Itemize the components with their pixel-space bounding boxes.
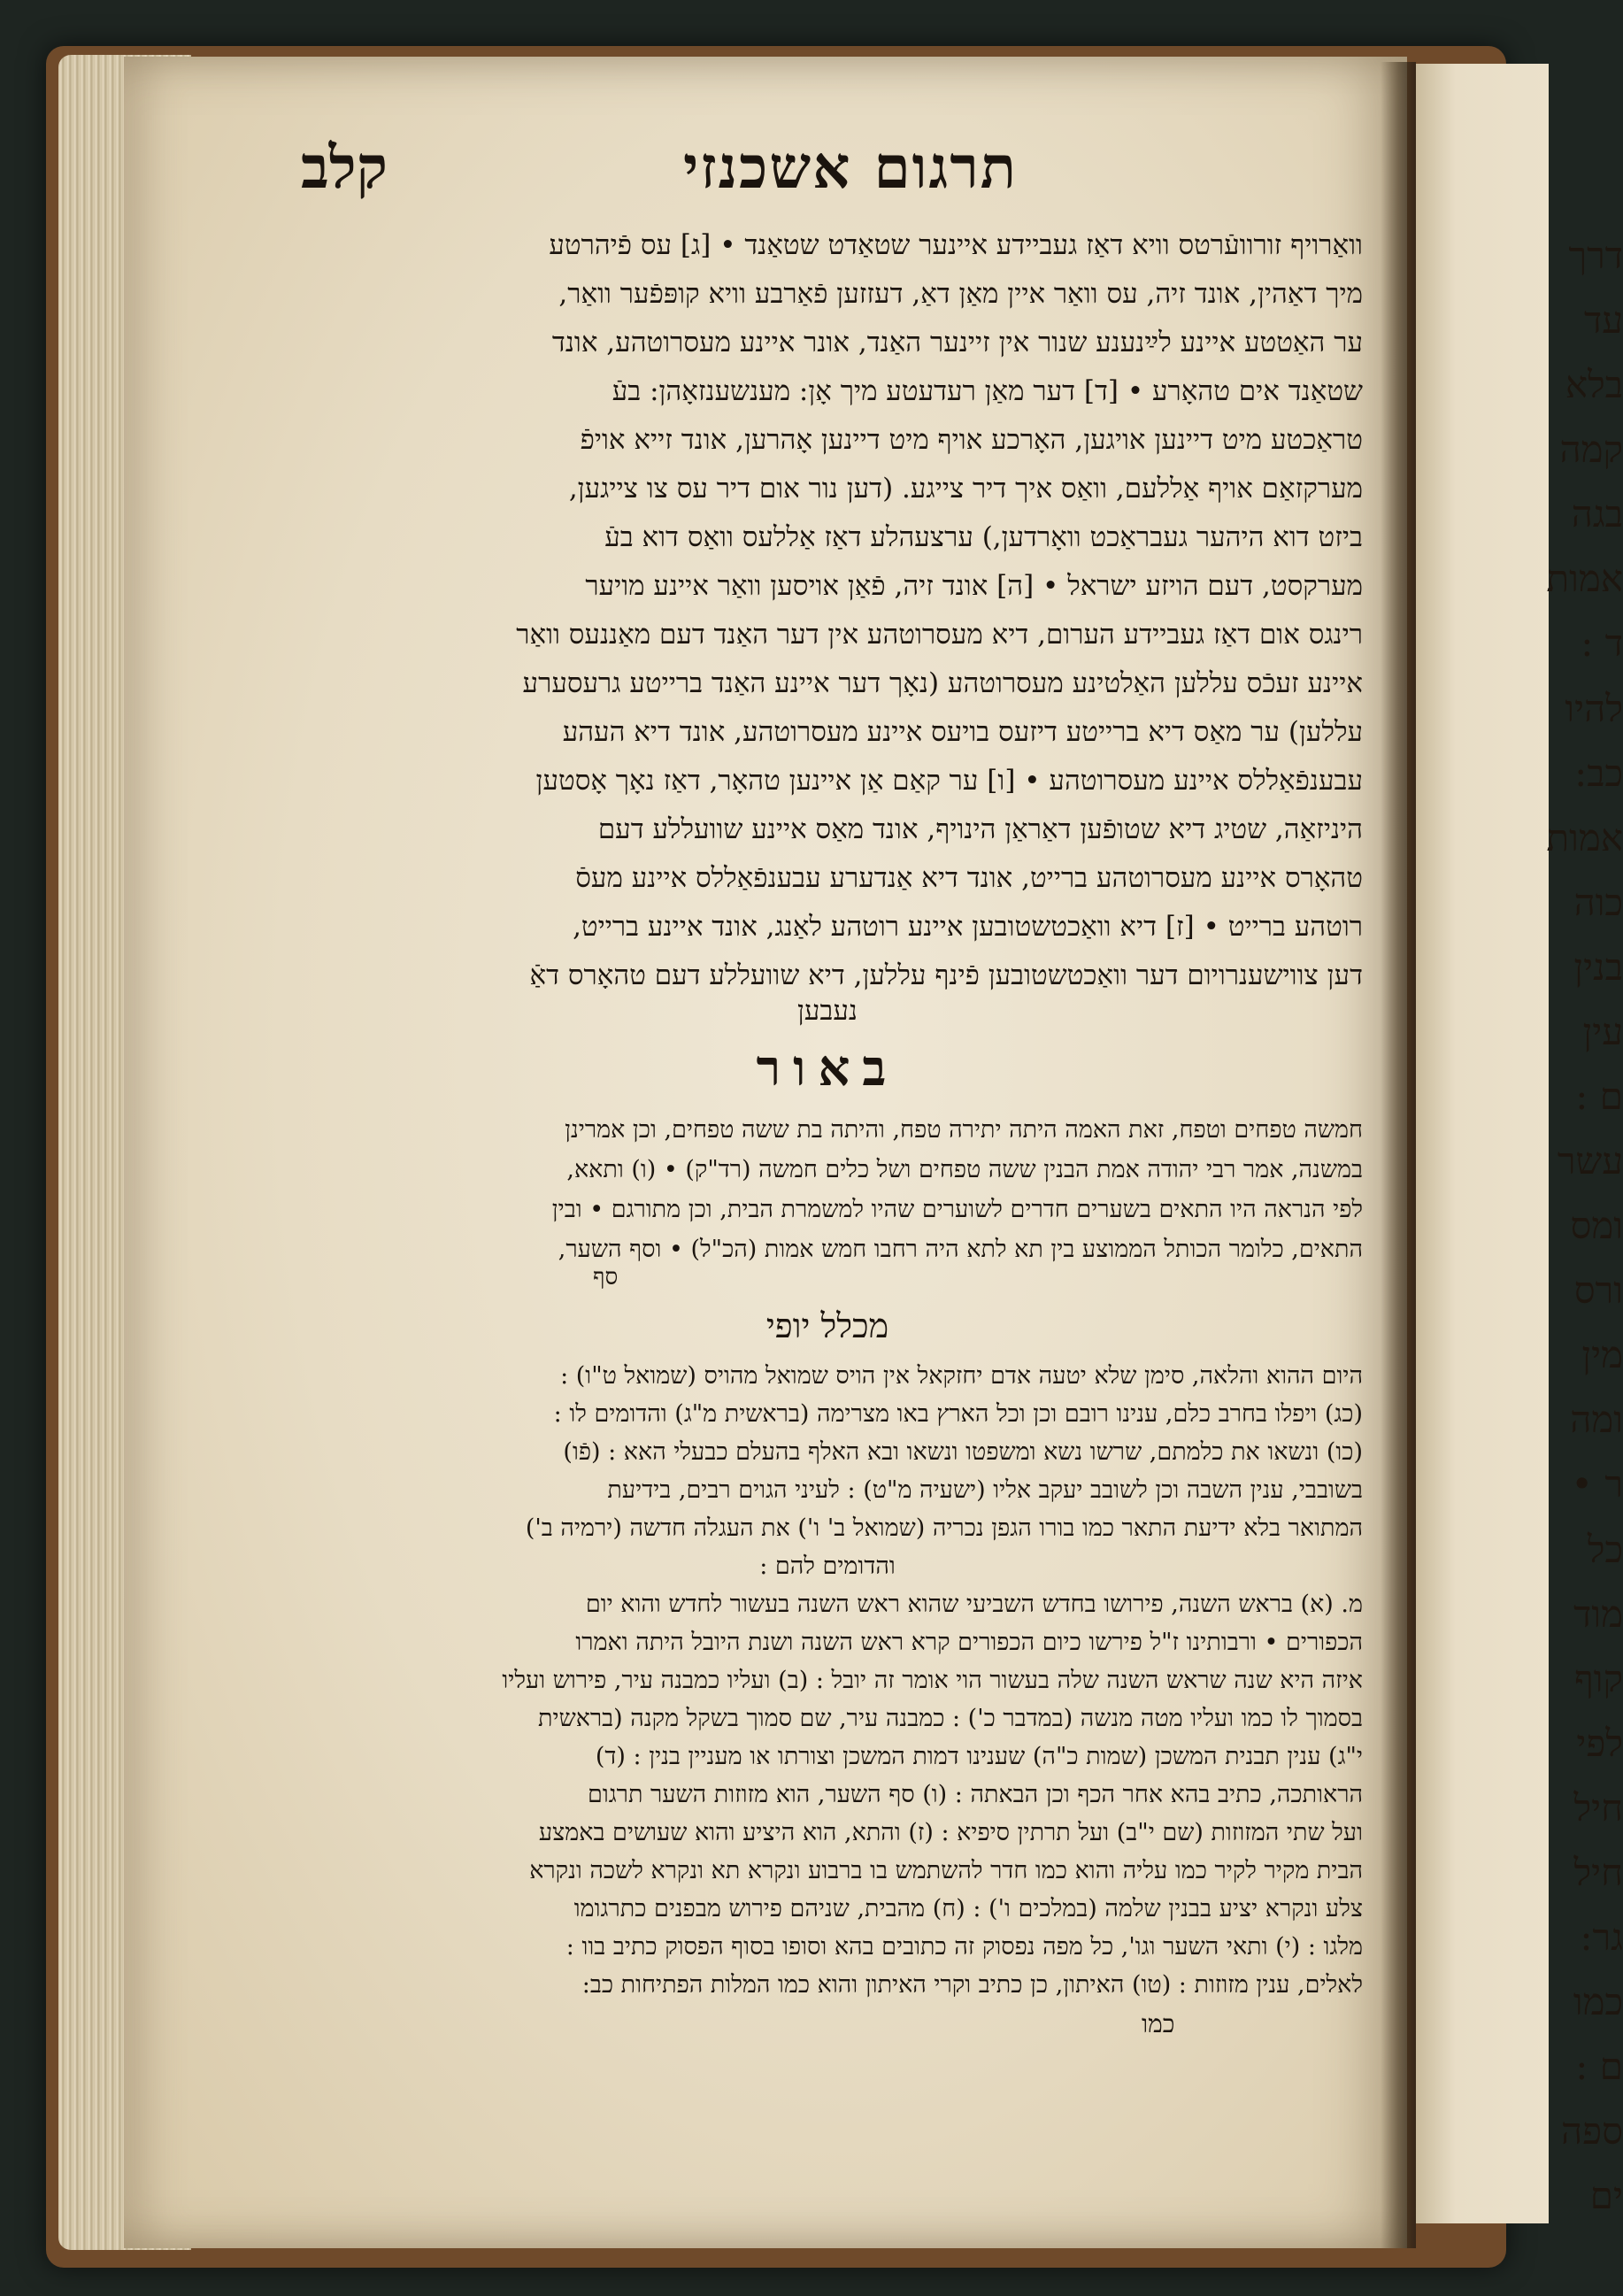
biur-commentary [292, 1110, 1363, 1269]
facing-page-line: קמה [1559, 428, 1623, 472]
commentary-line: התאים, כלומר הכותל הממוצע בין תא לתא היה רחבו חמש אמות (הכ"ל) • וסף השער, [558, 1236, 1363, 1263]
facing-page-line: להיו [1565, 686, 1623, 730]
facing-page-line: כל [1587, 1527, 1623, 1571]
text-line: וואַרויף זורוועֿרטס וויא דאַז געביידע איינער שטאַדט שטאַנד • [ג] עס פֿיהרטע [549, 229, 1363, 261]
commentary-line: ועל שתי המזוזות (שם י"ב) ועל תרתין סיפיא : (ז) והתא, הוא היציע והוא שעושים באמצע [538, 1819, 1363, 1846]
text-line: היניזאַה, שטיג דיא שטופֿען דאַראַן הינויף, אונד מאַס איינע שוועללע דעם [597, 813, 1363, 845]
text-line: שטאַנד אים טהאָרע • [ד] דער מאַן רעדעטע מיך אָן: מענשענזאָהן: בעֿ [612, 375, 1363, 407]
facing-page-line: ורס [1573, 1268, 1623, 1313]
facing-page-line: אמות [1546, 557, 1623, 601]
facing-page-line: ם : [1575, 1075, 1623, 1119]
facing-page-line: חיל [1573, 1785, 1623, 1830]
text-line: טראַכטע מיט דיינען אויגען, האָרכע אויף מיט דיינען אָהרען, אונד זייא אויפֿ [580, 424, 1363, 456]
facing-page-line: גר: [1580, 1915, 1623, 1960]
text-line: רינגס אום דאַז געביידע הערום, דיא מעסרוטהע אין דער האַנד דעם מאַננעס וואַר [516, 619, 1363, 651]
facing-page-line: קוף [1574, 1656, 1623, 1700]
facing-page-line: עין [1582, 1009, 1623, 1053]
facing-page-line: ים [1589, 2174, 1623, 2218]
commentary-line: לפי הנראה היו התאים בשערים חדרים לשוערים שהיו למשמרת הבית, וכן מתורגם • ובין [551, 1196, 1363, 1223]
facing-page-line: מין [1581, 1333, 1623, 1377]
facing-page-line: ד : [1581, 621, 1623, 666]
page-title: תרגום אשכנזי [682, 133, 1018, 202]
commentary-line: בשובבי, ענין השבה וכן לשובב יעקב אליו (ישעיה מ"ט) : לעיני הגוים רבים, בידיעת [607, 1476, 1363, 1504]
commentary-line: (כג) ויפלו בחרב כלם, ענינו רובם וכן וכל הארץ באו מצרימה (בראשית מ"ג) והדומים לו : [553, 1400, 1363, 1428]
text-line: מערקזאַם אויף אַללעם, וואַס איך דיר צייגע. (דען נור אום דיר עס צו צייגען, [568, 473, 1363, 505]
facing-page [1416, 64, 1623, 2223]
facing-page-line: אמות [1546, 815, 1623, 859]
biur-heading: באור [756, 1039, 899, 1098]
main-catchword: נעבען [796, 995, 858, 1027]
facing-page-line: בגה [1571, 492, 1623, 536]
commentary-line: י"ג) ענין תבנית המשכן (שמות כ"ה) שענינו דמות המשכן וצורתו או מעניין בנין : (ד) [595, 1743, 1363, 1770]
facing-page-line: ספה [1560, 2109, 1623, 2153]
commentary-line: המתואר בלא ידיעת התאר כמו בורו הגפן נכריה (שמואל ב' ו') את העגלה חדשה (ירמיה ב') [525, 1514, 1363, 1542]
facing-page-text [1428, 223, 1623, 2228]
commentary-line: והדומים להם : [759, 1552, 896, 1580]
commentary-line: במשנה, אמר רבי יהודה אמת הבנין ששה טפחים ושל כלים חמשה (רד"ק) • (ו) ותאא, [566, 1156, 1363, 1183]
text-line: ער האַטטע איינע לײַנענע שנור אין זיינער האַנד, אונר איינע מעסרוטהע, אונד [551, 327, 1363, 358]
text-line: רוטהע ברייט • [ז] דיא וואַכטשטובען איינע רוטהע לאַנג, אונד איינע ברייט, [573, 911, 1363, 943]
commentary-line: מלגו : (י) ותאי השער וגו', כל מפה נפסוק זה כתובים בהא וסופו בסוף הפסוק כתיב בוו : [565, 1933, 1363, 1961]
running-header [292, 133, 1363, 221]
commentary-line: איזה היא שנה שראש השנה שלה בעשור הוי אומר זה יובל : (ב) ועליו כמבנה עיר, פירוש ועליו [502, 1667, 1363, 1694]
facing-page-line: עשר [1557, 1139, 1623, 1183]
commentary-line: היום ההוא והלאה, סימן שלא יטעה אדם יחזקאל אין הויס שמואל מהויס (שמואל ט"ו) : [560, 1362, 1363, 1390]
facing-page-line: דרך [1568, 234, 1623, 277]
commentary-line: לאלים, ענין מזוזות : (טו) האיתון, כן כתיב וקרי האיתון והוא כמו המלות הפתיחות כב: [581, 1971, 1363, 1999]
text-line: דען צווישענרויום דער וואַכטשטובען פֿינף עללען, דיא שוועללע דעם טהאָרס דאַֿ [529, 959, 1363, 991]
text-line: ביזט דוא היהער געבראַכט וואָרדען,) ערצעהלע דאַז אַללעס וואַס דוא בעֿ [604, 521, 1363, 553]
commentary-line: (כו) ונשאו את כלמתם, שרשו נשא ומשפטו ונשאו ובא האלף בהעלם כבעלי האא : (פֿו) [563, 1438, 1363, 1466]
facing-page-line: ם : [1575, 2045, 1623, 2089]
commentary-line: בסמוך לו כמו ועליו מטה מנשה (במדבר כ') : כמבנה עיר, שם סמוך בשקל מקנה (בראשית [538, 1705, 1363, 1732]
biur-catchword: סף [593, 1264, 619, 1291]
commentary-line: הראותכה, כתיב בהא אחר הכף וכן הבאתה : (ו) סף השער, הוא מזוזות השער תרגום [588, 1781, 1363, 1808]
translation-text [292, 221, 1363, 1000]
commentary-line: הכפורים • ורבותינו ז"ל פירשו כיום הכפורים קרא ראש השנה ושנת היובל היתה ואמרו [575, 1629, 1363, 1656]
text-line: עללען) ער מאַס דיא ברייטע דיזעס בויעס איינע מעסרוטהע, אונד דיא העהע [562, 716, 1363, 748]
folio-number: קלב [301, 133, 388, 202]
commentary-line: חמשה טפחים וטפח, זאת האמה היתה יתירה טפח, והיתה בת ששה טפחים, וכן אמרינן [565, 1116, 1363, 1144]
text-line: עבענפֿאַללס איינע מעסרוטהע • [ו] ער קאַם אַן איינען טהאָר, דאַז נאָך אָסטען [535, 765, 1363, 797]
book-gutter [1381, 62, 1416, 2248]
facing-page-line: בנין [1573, 944, 1623, 989]
page-catchword: כמו [1142, 2009, 1175, 2038]
text-line: מיך דאַהין, אונד זיה, עס וואַר איין מאַן דאַ, דעזזען פֿאַרבע וויא קופּפֿער וואַר, [558, 278, 1363, 310]
facing-page-line: כמו [1573, 1980, 1623, 2024]
page-content [292, 133, 1363, 2039]
facing-page-line: עד [1584, 298, 1623, 343]
commentary-line: הבית מקיר לקיר כמו עליה והוא כמו חדר להשתמש בו ברבוע ונקרא תא ונקרא לשכה ונקרא [529, 1857, 1363, 1884]
facing-page-line: כב: [1574, 751, 1623, 795]
michlal-commentary [292, 1357, 1363, 2004]
text-line: איינע זעכֿס עללען האַלטינע מעסרוטהע (נאָך דער איינע האַנד ברייטע גרעסערע [522, 667, 1363, 699]
facing-page-line: בלא [1565, 363, 1623, 407]
michlal-heading: מכלל יופי [765, 1306, 889, 1345]
facing-page-line: מוד [1573, 1591, 1623, 1636]
commentary-line: צלע ונקרא יציע בבנין שלמה (במלכים ו') : (ח) מהבית, שניהם פירוש מבפנים כתרגומו [573, 1895, 1363, 1922]
commentary-line: מ. (א) בראש השנה, פירושו בחדש השביעי שהוא ראש השנה בעשור לחדש והוא יום [585, 1591, 1363, 1618]
facing-page-line: ר • [1571, 1462, 1623, 1506]
text-line: טהאָרס איינע מעסרוטהע ברייט, אונד דיא אַנדערע עבענפֿאַללס איינע מעסֿ [575, 862, 1363, 894]
facing-page-line: ומס [1570, 1204, 1623, 1248]
text-line: מערקסט, דעם הויזע ישראל • [ה] אונד זיה, פֿאַן אויסען וואַר איינע מויער [585, 570, 1363, 602]
facing-page-line: ומה [1570, 1398, 1623, 1442]
facing-page-line: לפי [1576, 1721, 1623, 1765]
facing-page-line: חיל [1573, 1850, 1623, 1894]
facing-page-line: כוה [1573, 880, 1623, 924]
